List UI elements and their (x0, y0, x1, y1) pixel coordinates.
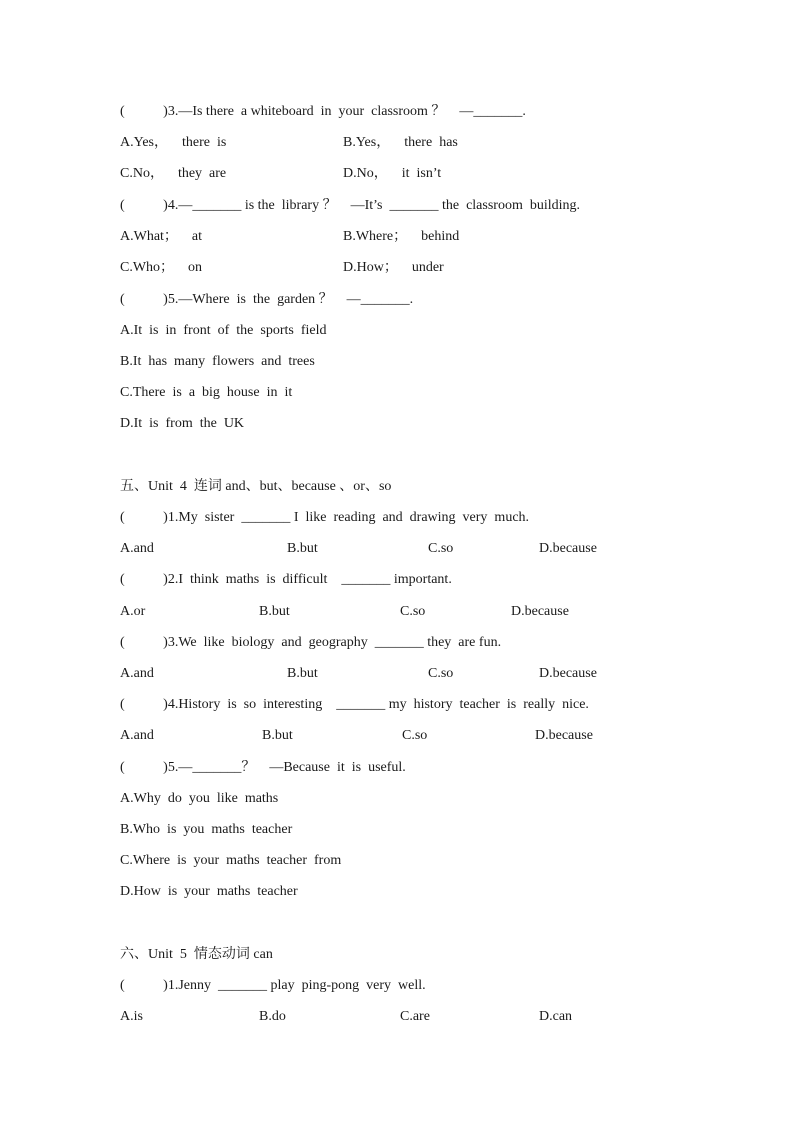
option-d: D.because (539, 666, 597, 681)
option-c: C.so (400, 604, 426, 619)
question-4-5-option-b: B.It has many flowers and trees (120, 354, 315, 369)
question-5-2-options (0, 602, 569, 622)
option-b: B.Yes， there has (343, 135, 458, 150)
question-4-4-options-row-1 (0, 227, 460, 247)
option-a: A.and (120, 666, 154, 681)
question-4-4-options-row-2 (0, 258, 444, 278)
question-4-5-option-d: D.It is from the UK (120, 416, 245, 431)
question-5-3-stem: ( )3.We like biology and geography _______ they are fun. (120, 635, 502, 650)
option-d: D.can (539, 1009, 573, 1024)
question-4-3-options-row-1 (0, 133, 458, 153)
option-c: C.are (400, 1009, 430, 1024)
option-c: C.so (428, 541, 454, 556)
option-a: A.and (120, 541, 154, 556)
question-5-5-stem: ( )5.—_______？ —Because it is useful. (120, 760, 406, 775)
option-b: B.but (287, 541, 318, 556)
section-6-heading: 六、Unit 5 情态动词 can (120, 947, 273, 962)
option-b: B.do (259, 1009, 286, 1024)
option-b: B.but (262, 728, 293, 743)
question-4-3-stem: ( )3.—Is there a whiteboard in your classroom ？ —_______. (120, 104, 526, 119)
option-d: D.because (539, 541, 597, 556)
option-a: A.Yes， there is (120, 135, 227, 150)
question-4-4-stem: ( )4.—_______ is the library ？ —It’s _______ the classroom building. (120, 198, 581, 213)
question-4-5-stem: ( )5.—Where is the garden ？ —_______. (120, 292, 414, 307)
question-5-3-options (0, 664, 597, 684)
question-5-4-stem: ( )4.History is so interesting _______ my history teacher is really nice. (120, 697, 589, 712)
option-a: A.and (120, 728, 154, 743)
question-4-3-options-row-2 (0, 164, 442, 184)
option-c: C.Who； on (120, 260, 203, 275)
option-c: C.so (402, 728, 428, 743)
option-d: D.because (511, 604, 569, 619)
question-5-5-option-b: B.Who is you maths teacher (120, 822, 293, 837)
question-6-1-options (0, 1007, 573, 1027)
option-c: C.so (428, 666, 454, 681)
option-b: B.Where； behind (343, 229, 460, 244)
option-d: D.How； under (343, 260, 444, 275)
question-6-1-stem: ( )1.Jenny _______ play ping-pong very well. (120, 978, 426, 993)
question-4-5-option-a: A.It is in front of the sports field (120, 323, 327, 338)
option-a: A.What； at (120, 229, 203, 244)
option-d: D.No， it isn’t (343, 166, 442, 181)
option-a: A.is (120, 1009, 143, 1024)
option-d: D.because (535, 728, 593, 743)
option-b: B.but (287, 666, 318, 681)
question-5-4-options (0, 726, 593, 746)
option-c: C.No， they are (120, 166, 227, 181)
question-5-2-stem: ( )2.I think maths is difficult _______ important. (120, 572, 452, 587)
question-5-1-options (0, 539, 597, 559)
option-b: B.but (259, 604, 290, 619)
section-5-heading: 五、Unit 4 连词 and、but、because 、or、so (120, 479, 392, 494)
question-4-5-option-c: C.There is a big house in it (120, 385, 293, 400)
option-a: A.or (120, 604, 146, 619)
question-5-1-stem: ( )1.My sister _______ I like reading and drawing very much. (120, 510, 530, 525)
question-5-5-option-d: D.How is your maths teacher (120, 884, 298, 899)
question-5-5-option-c: C.Where is your maths teacher from (120, 853, 342, 868)
question-5-5-option-a: A.Why do you like maths (120, 791, 279, 806)
